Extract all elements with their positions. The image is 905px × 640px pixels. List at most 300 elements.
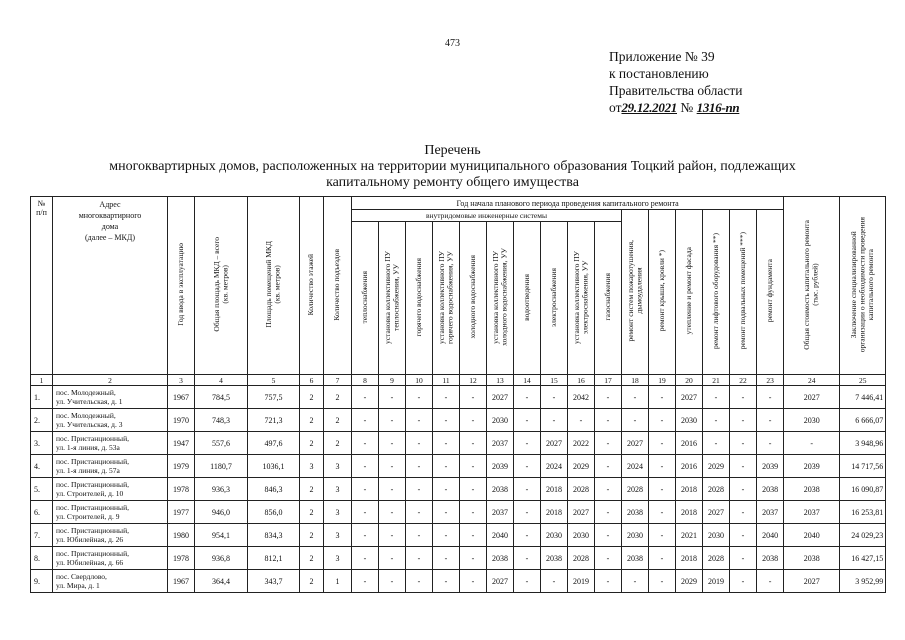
header-heat-pu: установка коллективного ПУ теплоснабжения, УУ [379, 222, 406, 375]
header-electricity-pu: установка коллективного ПУ электроснабжения, УУ [568, 222, 595, 375]
row-cell: 2030 [541, 524, 568, 547]
header-floors: Количество этажей [300, 197, 324, 375]
row-cell: 2022 [568, 432, 595, 455]
header-facade: утепление и ремонт фасада [676, 210, 703, 375]
row-address [53, 432, 168, 455]
column-index-cell: 16 [568, 375, 595, 386]
column-index-row [31, 375, 886, 386]
title-line-3: капитальному ремонту общего имущества [326, 175, 579, 190]
column-index-cell: 20 [676, 375, 703, 386]
row-cell: - [460, 455, 487, 478]
row-cell: 2027 [487, 570, 514, 593]
table-row [31, 524, 886, 547]
row-cell: - [757, 386, 784, 409]
table-row [31, 570, 886, 593]
row-cell: 2030 [487, 409, 514, 432]
row-cell: 936,8 [195, 547, 248, 570]
row-cell: 2038 [622, 501, 649, 524]
table-row [31, 501, 886, 524]
row-cell: - [514, 432, 541, 455]
header-period-group: Год начала планового периода проведения капитального ремонта [352, 197, 784, 210]
row-cell: 2028 [703, 478, 730, 501]
row-cell: 2038 [487, 547, 514, 570]
row-cell: - [595, 478, 622, 501]
row-cell: 2027 [541, 432, 568, 455]
row-cell: 2028 [568, 478, 595, 501]
row-cost: 16 090,87 [840, 478, 886, 501]
row-address-locality: пос. Пристанционный, [56, 503, 129, 512]
row-number: 5. [31, 478, 53, 501]
header-conclusion: Заключение специализированной организации о необходимости проведения капитального ремонта [840, 197, 886, 375]
row-cell: - [406, 409, 433, 432]
row-cell: 2037 [784, 501, 840, 524]
header-fire: ремонт систем пожаротушения, дымоудаления [622, 210, 649, 375]
row-cell: 757,5 [248, 386, 300, 409]
row-cell: - [433, 501, 460, 524]
row-cell: 2028 [703, 547, 730, 570]
header-lift: ремонт лифтового оборудования **) [703, 210, 730, 375]
row-cell: 2029 [568, 455, 595, 478]
row-cell: - [730, 501, 757, 524]
row-address [53, 455, 168, 478]
row-cell: 2040 [784, 524, 840, 547]
row-cell: 2024 [541, 455, 568, 478]
row-cell: 2021 [676, 524, 703, 547]
row-cell: - [406, 386, 433, 409]
row-cell: 1978 [168, 547, 195, 570]
header-premises-area: Площадь помещений МКД (кв. метров) [248, 197, 300, 375]
row-cell: - [352, 409, 379, 432]
row-cell: - [406, 570, 433, 593]
row-cell: 2042 [568, 386, 595, 409]
row-address [53, 409, 168, 432]
row-cell: 2 [300, 409, 324, 432]
row-cell: - [433, 570, 460, 593]
row-cell: - [649, 455, 676, 478]
row-cell: 2027 [676, 386, 703, 409]
row-cell: - [352, 570, 379, 593]
row-address-street: ул. 1-я линия, д. 53а [56, 443, 120, 452]
row-cell: - [433, 478, 460, 501]
row-cell: - [568, 409, 595, 432]
row-cell: - [352, 432, 379, 455]
row-cell: 2018 [676, 478, 703, 501]
row-cell: - [595, 501, 622, 524]
row-cell: 2027 [703, 501, 730, 524]
row-cell: 2040 [757, 524, 784, 547]
row-cell: - [730, 455, 757, 478]
row-address-locality: пос. Свердлово, [56, 572, 107, 581]
row-cell: 2 [300, 478, 324, 501]
row-cell: 2029 [676, 570, 703, 593]
title-line-1: Перечень [424, 143, 481, 158]
row-cell: 2018 [541, 478, 568, 501]
row-cell: - [352, 547, 379, 570]
row-cell: - [433, 524, 460, 547]
header-address: Адрес многоквартирного дома (далее – МКД) [53, 197, 168, 375]
row-cell: - [622, 570, 649, 593]
row-address [53, 501, 168, 524]
row-address [53, 386, 168, 409]
row-cell: - [460, 386, 487, 409]
row-cell: - [433, 386, 460, 409]
column-index-cell: 25 [840, 375, 886, 386]
row-cell: - [757, 432, 784, 455]
row-cell: 748,3 [195, 409, 248, 432]
row-cell: - [406, 524, 433, 547]
column-index-cell: 13 [487, 375, 514, 386]
table-row [31, 478, 886, 501]
row-cell: - [433, 455, 460, 478]
column-index-cell: 12 [460, 375, 487, 386]
row-cell: - [595, 432, 622, 455]
row-cell: - [541, 409, 568, 432]
row-address-street: ул. Учительская, д. 1 [56, 397, 123, 406]
row-cell: 3 [324, 547, 352, 570]
row-cell: - [730, 386, 757, 409]
row-cell: 2030 [784, 409, 840, 432]
row-cell: - [649, 386, 676, 409]
header-heat: теплоснабжения [352, 222, 379, 375]
row-cell: 2 [300, 501, 324, 524]
row-cell: 2038 [487, 478, 514, 501]
row-cell: 1980 [168, 524, 195, 547]
row-cell: - [784, 432, 840, 455]
row-cell: - [379, 432, 406, 455]
header-entrances: Количество подъездов [324, 197, 352, 375]
row-cell: 2016 [676, 432, 703, 455]
row-cell: - [406, 501, 433, 524]
row-cell: - [622, 386, 649, 409]
row-cell: 1977 [168, 501, 195, 524]
row-cell: - [514, 386, 541, 409]
page-number: 473 [445, 38, 460, 49]
annex-date-handwritten: 29.12.2021 [621, 100, 677, 115]
column-index-cell: 19 [649, 375, 676, 386]
row-cell: 2037 [487, 501, 514, 524]
row-address [53, 524, 168, 547]
row-cell: 497,6 [248, 432, 300, 455]
row-cell: - [514, 501, 541, 524]
row-cell: 3 [324, 524, 352, 547]
row-number: 9. [31, 570, 53, 593]
row-cell: 2018 [541, 501, 568, 524]
row-address-street: ул. Учительская, д. 3 [56, 420, 123, 429]
table-row [31, 386, 886, 409]
row-address-locality: пос. Пристанционный, [56, 457, 129, 466]
row-number: 7. [31, 524, 53, 547]
row-cell: 3 [324, 455, 352, 478]
row-address-locality: пос. Пристанционный, [56, 480, 129, 489]
annex-line-resolution: к постановлению [609, 66, 709, 81]
document-title [0, 143, 905, 191]
row-number: 2. [31, 409, 53, 432]
row-cell: 2 [324, 409, 352, 432]
row-cell: 846,3 [248, 478, 300, 501]
column-index-cell: 24 [784, 375, 840, 386]
row-cell: - [379, 524, 406, 547]
table-row [31, 409, 886, 432]
table-row [31, 547, 886, 570]
row-cell: - [406, 432, 433, 455]
header-electricity: электроснабжения [541, 222, 568, 375]
row-cell: 784,5 [195, 386, 248, 409]
row-address-street: ул. Строителей, д. 10 [56, 489, 124, 498]
row-address-street: ул. Мира, д. 1 [56, 581, 100, 590]
row-cell: - [730, 524, 757, 547]
row-cell: 2038 [757, 478, 784, 501]
row-cell: 834,3 [248, 524, 300, 547]
row-cell: 856,0 [248, 501, 300, 524]
row-cell: - [352, 501, 379, 524]
row-cell: - [379, 478, 406, 501]
row-address-locality: пос. Молодежный, [56, 388, 116, 397]
header-systems-group: внутридомовые инженерные системы [352, 210, 622, 222]
row-cell: 954,1 [195, 524, 248, 547]
row-cell: - [460, 409, 487, 432]
row-cell: - [352, 455, 379, 478]
annex-number-handwritten: 1316-пп [696, 100, 740, 115]
annex-block [609, 48, 742, 116]
row-cell: 2019 [703, 570, 730, 593]
row-cell: 2 [300, 386, 324, 409]
column-index-cell: 3 [168, 375, 195, 386]
row-address [53, 570, 168, 593]
row-cell: - [406, 478, 433, 501]
row-cell: - [379, 386, 406, 409]
row-cell: 1970 [168, 409, 195, 432]
row-cost: 16 253,81 [840, 501, 886, 524]
row-cell: 3 [300, 455, 324, 478]
row-cell: 2030 [622, 524, 649, 547]
row-cell: - [622, 409, 649, 432]
table-row [31, 455, 886, 478]
column-index-cell: 18 [622, 375, 649, 386]
row-cell: - [730, 478, 757, 501]
column-index-cell: 7 [324, 375, 352, 386]
row-cell: - [433, 547, 460, 570]
header-cold-water: холодного водоснабжения [460, 222, 487, 375]
row-cell: - [460, 570, 487, 593]
row-cell: 936,3 [195, 478, 248, 501]
row-cell: 364,4 [195, 570, 248, 593]
row-cost: 7 446,41 [840, 386, 886, 409]
row-cell: - [703, 432, 730, 455]
row-address-locality: пос. Пристанционный, [56, 526, 129, 535]
row-cell: 2038 [784, 547, 840, 570]
row-number: 4. [31, 455, 53, 478]
row-cell: 2028 [568, 547, 595, 570]
row-address-locality: пос. Молодежный, [56, 411, 116, 420]
row-cell: - [595, 455, 622, 478]
row-cell: - [595, 386, 622, 409]
row-cell: - [541, 570, 568, 593]
header-num: № п/п [31, 197, 53, 375]
row-cell: 812,1 [248, 547, 300, 570]
column-index-cell: 14 [514, 375, 541, 386]
row-cell: - [352, 524, 379, 547]
row-cell: 2 [324, 386, 352, 409]
row-cell: - [460, 478, 487, 501]
row-cell: - [649, 478, 676, 501]
column-index-cell: 6 [300, 375, 324, 386]
row-cell: 2029 [703, 455, 730, 478]
row-cell: 2037 [757, 501, 784, 524]
row-cell: - [703, 386, 730, 409]
table-body [31, 375, 886, 593]
row-cell: - [514, 524, 541, 547]
row-cell: - [649, 547, 676, 570]
row-cell: 2038 [757, 547, 784, 570]
row-address-locality: пос. Пристанционный, [56, 549, 129, 558]
row-cell: - [730, 409, 757, 432]
row-cell: 1967 [168, 570, 195, 593]
column-index-cell: 4 [195, 375, 248, 386]
row-cell: 2024 [622, 455, 649, 478]
row-cell: - [514, 547, 541, 570]
row-cell: 1180,7 [195, 455, 248, 478]
header-total-area: Общая площадь МКД – всего (кв. метров) [195, 197, 248, 375]
row-cell: - [514, 570, 541, 593]
row-cell: - [730, 432, 757, 455]
row-cell: 2038 [541, 547, 568, 570]
row-number: 3. [31, 432, 53, 455]
column-index-cell: 21 [703, 375, 730, 386]
column-index-cell: 17 [595, 375, 622, 386]
row-cell: 2040 [487, 524, 514, 547]
row-cell: 1978 [168, 478, 195, 501]
row-cell: 2030 [703, 524, 730, 547]
row-cell: 2037 [487, 432, 514, 455]
header-hot-water-pu: установка коллективного ПУ горячего водоснабжения, УУ [433, 222, 460, 375]
row-address-street: ул. Юбилейная, д. 66 [56, 558, 124, 567]
header-cold-water-pu: установка коллективного ПУ холодного водоснабжения, УУ [487, 222, 514, 375]
row-address-locality: пос. Пристанционный, [56, 434, 129, 443]
row-cell: - [379, 455, 406, 478]
row-cell: 1967 [168, 386, 195, 409]
row-cell: - [460, 547, 487, 570]
column-index-cell: 22 [730, 375, 757, 386]
column-index-cell: 9 [379, 375, 406, 386]
annex-date-line [609, 99, 742, 116]
row-cell: 2 [300, 524, 324, 547]
row-cell: - [757, 409, 784, 432]
row-cell: - [379, 409, 406, 432]
row-cell: - [730, 570, 757, 593]
row-cell: 2030 [568, 524, 595, 547]
row-cell: 2027 [487, 386, 514, 409]
row-cell: 1036,1 [248, 455, 300, 478]
row-cell: - [595, 547, 622, 570]
row-cell: 2039 [757, 455, 784, 478]
title-line-2: многоквартирных домов, расположенных на территории муниципального образования Тоцкий район, подлежащих [109, 159, 796, 174]
row-cell: 2027 [568, 501, 595, 524]
column-index-cell: 2 [53, 375, 168, 386]
row-cell: 2038 [784, 478, 840, 501]
column-index-cell: 5 [248, 375, 300, 386]
row-cost: 16 427,15 [840, 547, 886, 570]
row-cell: 946,0 [195, 501, 248, 524]
row-cell: - [595, 570, 622, 593]
row-cost: 3 952,99 [840, 570, 886, 593]
row-cell: 2016 [676, 455, 703, 478]
row-cell: - [649, 570, 676, 593]
row-cell: 2 [324, 432, 352, 455]
row-cell: 2027 [784, 386, 840, 409]
row-cell: 1947 [168, 432, 195, 455]
annex-number-prefix: № [680, 100, 694, 115]
row-cell: 2 [300, 547, 324, 570]
table-row [31, 432, 886, 455]
header-cost: Общая стоимость капитального ремонта (тыс. рублей) [784, 197, 840, 375]
column-index-cell: 10 [406, 375, 433, 386]
column-index-cell: 1 [31, 375, 53, 386]
row-cell: 1979 [168, 455, 195, 478]
header-basement: ремонт подвальных помещений ***) [730, 210, 757, 375]
row-cell: - [460, 432, 487, 455]
row-cell: 557,6 [195, 432, 248, 455]
row-cell: - [352, 386, 379, 409]
row-address [53, 478, 168, 501]
row-cell: - [514, 409, 541, 432]
row-cell: 2039 [784, 455, 840, 478]
row-cell: - [379, 501, 406, 524]
annex-line-government: Правительства области [609, 83, 743, 98]
row-cell: 2028 [622, 478, 649, 501]
header-year: Год ввода в эксплуатацию [168, 197, 195, 375]
header-roof: ремонт крыши, кровли *) [649, 210, 676, 375]
row-cost: 24 029,23 [840, 524, 886, 547]
row-cell: 3 [324, 478, 352, 501]
annex-date-prefix: от [609, 100, 622, 115]
row-cell: - [703, 409, 730, 432]
row-cell: 1 [324, 570, 352, 593]
row-cell: - [649, 409, 676, 432]
row-cell: 2018 [676, 547, 703, 570]
row-cell: - [649, 524, 676, 547]
row-cell: - [649, 501, 676, 524]
row-address-street: ул. 1-я линия, д. 57а [56, 466, 120, 475]
row-cell: - [649, 432, 676, 455]
row-cost: 3 948,96 [840, 432, 886, 455]
column-index-cell: 11 [433, 375, 460, 386]
header-sewer: водоотведения [514, 222, 541, 375]
row-cell: 2030 [676, 409, 703, 432]
row-number: 8. [31, 547, 53, 570]
row-cell: 2019 [568, 570, 595, 593]
buildings-table [30, 196, 886, 593]
column-index-cell: 23 [757, 375, 784, 386]
row-cell: - [730, 547, 757, 570]
row-cell: 3 [324, 501, 352, 524]
row-cell: 2027 [784, 570, 840, 593]
row-cell: 2 [300, 570, 324, 593]
header-hot-water: горячего водоснабжения [406, 222, 433, 375]
row-number: 6. [31, 501, 53, 524]
row-cell: - [406, 455, 433, 478]
row-cell: 2039 [487, 455, 514, 478]
header-foundation: ремонт фундамента [757, 210, 784, 375]
row-cell: - [433, 409, 460, 432]
row-address [53, 547, 168, 570]
row-cell: 2038 [622, 547, 649, 570]
row-cell: - [757, 570, 784, 593]
row-number: 1. [31, 386, 53, 409]
row-cell: 343,7 [248, 570, 300, 593]
row-cost: 14 717,56 [840, 455, 886, 478]
row-cell: - [514, 455, 541, 478]
row-cell: - [433, 432, 460, 455]
